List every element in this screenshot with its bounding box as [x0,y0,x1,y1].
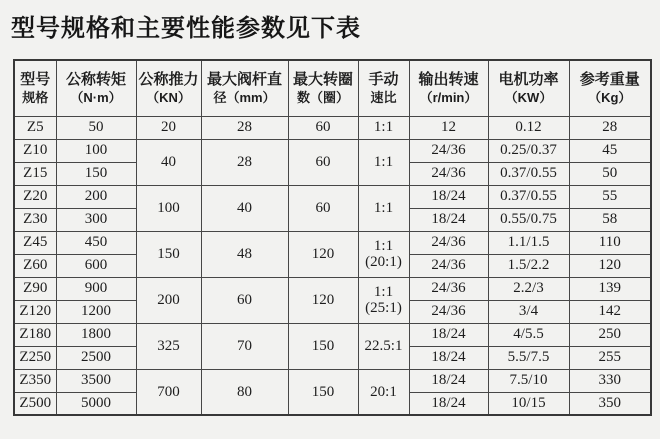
cell-Z180-ref-weight: 250 [569,323,651,346]
cell-Z20-motor-power: 0.37/0.55 [488,185,569,208]
cell-Z20-ref-weight: 55 [569,185,651,208]
header-manual-ratio-line2: 速比 [370,89,397,105]
cell-Z500-motor-power: 10/15 [488,392,569,415]
cell-Z180-motor-power: 4/5.5 [488,323,569,346]
cell-Z90-rated-torque: 900 [56,277,136,300]
cell-Z120-model: Z120 [14,300,56,323]
cell-Z20-output-speed: 18/24 [409,185,488,208]
cell-Z60-ref-weight: 120 [569,254,651,277]
cell-Z500-output-speed: 18/24 [409,392,488,415]
cell-Z90-max-stem-diameter: 60 [201,277,288,323]
cell-Z60-rated-torque: 600 [56,254,136,277]
cell-Z5-output-speed: 12 [409,116,488,139]
cell-Z15-model: Z15 [14,162,56,185]
header-max-turns [288,60,358,116]
cell-Z180-max-turns: 150 [288,323,358,369]
cell-Z30-rated-torque: 300 [56,208,136,231]
header-ref-weight-line1: 参考重量 [579,70,640,88]
cell-Z180-max-stem-diameter: 70 [201,323,288,369]
table-row-Z10 [14,139,651,162]
header-max-stem-diameter-line2: 径（mm） [213,89,276,105]
cell-Z350-model: Z350 [14,369,56,392]
table-row-Z20 [14,185,651,208]
cell-Z10-max-stem-diameter: 28 [201,139,288,185]
header-model-line2: 规格 [22,89,49,105]
cell-Z45-model: Z45 [14,231,56,254]
cell-Z20-manual-ratio: 1:1 [358,185,409,231]
cell-Z350-manual-ratio: 20:1 [358,369,409,415]
cell-Z500-model: Z500 [14,392,56,415]
header-max-stem-diameter [201,60,288,116]
cell-Z60-model: Z60 [14,254,56,277]
cell-Z5-max-turns: 60 [288,116,358,139]
header-model [14,60,56,116]
cell-Z45-manual-ratio-line1: 1:1 [373,237,394,254]
cell-Z10-rated-thrust: 40 [136,139,201,185]
cell-Z90-model: Z90 [14,277,56,300]
header-rated-torque [56,60,136,116]
cell-Z500-ref-weight: 350 [569,392,651,415]
header-rated-thrust [136,60,201,116]
header-output-speed [409,60,488,116]
cell-Z120-motor-power: 3/4 [488,300,569,323]
cell-Z250-motor-power: 5.5/7.5 [488,346,569,369]
cell-Z500-rated-torque: 5000 [56,392,136,415]
cell-Z45-rated-torque: 450 [56,231,136,254]
cell-Z180-rated-thrust: 325 [136,323,201,369]
cell-Z90-manual-ratio [358,277,409,323]
cell-Z60-output-speed: 24/36 [409,254,488,277]
table-row-Z180 [14,323,651,346]
cell-Z20-max-turns: 60 [288,185,358,231]
cell-Z10-max-turns: 60 [288,139,358,185]
cell-Z250-rated-torque: 2500 [56,346,136,369]
cell-Z90-ref-weight: 139 [569,277,651,300]
table-row-Z90 [14,277,651,300]
cell-Z45-motor-power: 1.1/1.5 [488,231,569,254]
cell-Z45-ref-weight: 110 [569,231,651,254]
cell-Z5-motor-power: 0.12 [488,116,569,139]
header-motor-power [488,60,569,116]
cell-Z350-ref-weight: 330 [569,369,651,392]
cell-Z10-output-speed: 24/36 [409,139,488,162]
header-motor-power-line2: （KW） [504,89,553,105]
cell-Z250-output-speed: 18/24 [409,346,488,369]
cell-Z45-manual-ratio [358,231,409,277]
cell-Z20-max-stem-diameter: 40 [201,185,288,231]
cell-Z20-rated-thrust: 100 [136,185,201,231]
cell-Z10-ref-weight: 45 [569,139,651,162]
cell-Z180-rated-torque: 1800 [56,323,136,346]
cell-Z90-max-turns: 120 [288,277,358,323]
header-rated-thrust-line1: 公称推力 [138,70,199,88]
cell-Z120-rated-torque: 1200 [56,300,136,323]
cell-Z15-ref-weight: 50 [569,162,651,185]
cell-Z120-output-speed: 24/36 [409,300,488,323]
cell-Z180-manual-ratio: 22.5:1 [358,323,409,369]
cell-Z5-max-stem-diameter: 28 [201,116,288,139]
spec-table-head [14,60,651,116]
cell-Z250-model: Z250 [14,346,56,369]
table-row-Z350 [14,369,651,392]
cell-Z90-rated-thrust: 200 [136,277,201,323]
cell-Z180-output-speed: 18/24 [409,323,488,346]
cell-Z120-ref-weight: 142 [569,300,651,323]
cell-Z90-manual-ratio-line2: (25:1) [365,300,402,316]
cell-Z5-manual-ratio: 1:1 [358,116,409,139]
cell-Z90-manual-ratio-line1: 1:1 [373,283,394,300]
spec-table [13,59,652,416]
spec-table-body [14,116,651,415]
header-motor-power-line1: 电机功率 [498,70,559,88]
header-max-turns-line2: 数（圈） [296,89,349,105]
cell-Z5-ref-weight: 28 [569,116,651,139]
cell-Z30-output-speed: 18/24 [409,208,488,231]
header-model-line1: 型号 [20,70,51,88]
cell-Z30-model: Z30 [14,208,56,231]
cell-Z10-model: Z10 [14,139,56,162]
header-output-speed-line2: （r/min） [419,89,478,105]
cell-Z45-output-speed: 24/36 [409,231,488,254]
cell-Z15-motor-power: 0.37/0.55 [488,162,569,185]
cell-Z90-motor-power: 2.2/3 [488,277,569,300]
cell-Z350-max-stem-diameter: 80 [201,369,288,415]
cell-Z45-max-turns: 120 [288,231,358,277]
cell-Z250-ref-weight: 255 [569,346,651,369]
table-row-Z5 [14,116,651,139]
cell-Z20-model: Z20 [14,185,56,208]
header-manual-ratio-line1: 手动 [368,70,399,88]
cell-Z350-output-speed: 18/24 [409,369,488,392]
header-row [14,60,651,116]
header-rated-thrust-line2: （KN） [146,89,191,105]
header-max-turns-line1: 最大转圈 [292,70,353,88]
cell-Z45-max-stem-diameter: 48 [201,231,288,277]
cell-Z20-rated-torque: 200 [56,185,136,208]
cell-Z5-model: Z5 [14,116,56,139]
cell-Z350-max-turns: 150 [288,369,358,415]
cell-Z45-rated-thrust: 150 [136,231,201,277]
cell-Z45-manual-ratio-line2: (20:1) [365,254,402,270]
cell-Z15-rated-torque: 150 [56,162,136,185]
header-ref-weight-line2: （Kg） [588,89,632,105]
header-rated-torque-line2: （N·m） [70,89,122,105]
header-rated-torque-line1: 公称转矩 [65,70,126,88]
cell-Z10-rated-torque: 100 [56,139,136,162]
cell-Z350-rated-thrust: 700 [136,369,201,415]
cell-Z350-rated-torque: 3500 [56,369,136,392]
cell-Z30-ref-weight: 58 [569,208,651,231]
header-manual-ratio [358,60,409,116]
page-title: 型号规格和主要性能参数见下表 [11,15,361,42]
cell-Z15-output-speed: 24/36 [409,162,488,185]
header-ref-weight [569,60,651,116]
cell-Z5-rated-thrust: 20 [136,116,201,139]
cell-Z90-output-speed: 24/36 [409,277,488,300]
table-row-Z45 [14,231,651,254]
header-max-stem-diameter-line1: 最大阀杆直 [206,70,282,88]
cell-Z350-motor-power: 7.5/10 [488,369,569,392]
cell-Z180-model: Z180 [14,323,56,346]
header-output-speed-line1: 输出转速 [418,70,479,88]
cell-Z10-manual-ratio: 1:1 [358,139,409,185]
cell-Z5-rated-torque: 50 [56,116,136,139]
cell-Z10-motor-power: 0.25/0.37 [488,139,569,162]
cell-Z60-motor-power: 1.5/2.2 [488,254,569,277]
cell-Z30-motor-power: 0.55/0.75 [488,208,569,231]
